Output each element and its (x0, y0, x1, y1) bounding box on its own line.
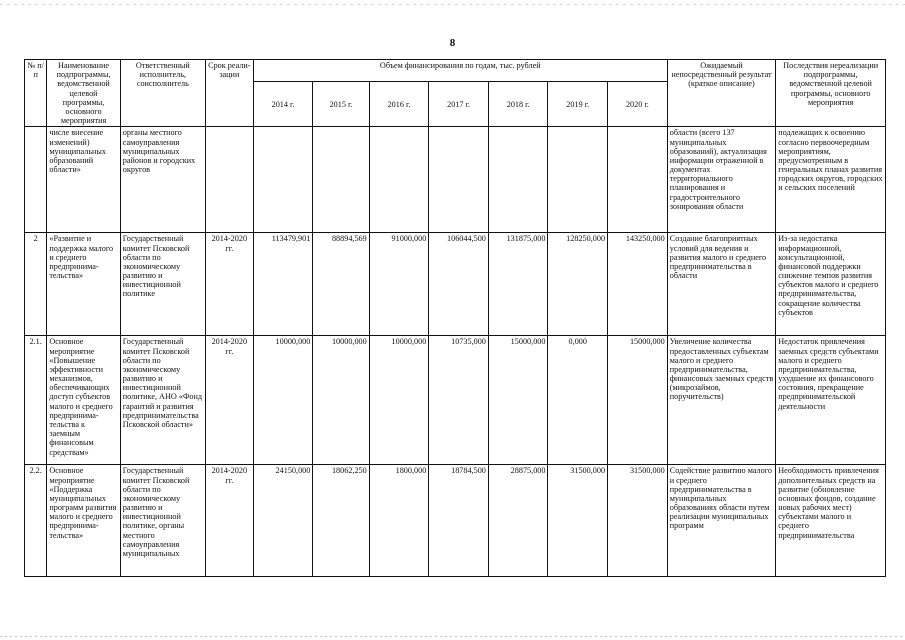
header-result: Ожидаемый непосредственный результат (краткое описание) (667, 60, 776, 127)
cell-value-2018: 28875,000 (488, 465, 548, 577)
table-row (25, 336, 886, 465)
header-year-2015: 2015 г. (313, 82, 369, 127)
cell-value-2015: 10000,000 (313, 336, 369, 465)
header-year-2014: 2014 г. (253, 82, 313, 127)
cell-num (25, 127, 47, 233)
scan-edge-top (0, 4, 905, 5)
cell-name: Основное мероприятие «Поддержка муниципальных программ развития малого и среднего предпринима-тельства» (47, 465, 120, 577)
table-row (25, 127, 886, 233)
cell-responsible: Государственный комитет Псковской области по экономическому развитию и инвестиционной политике (120, 233, 205, 336)
cell-value-2019: 128250,000 (548, 233, 608, 336)
cell-value-2016: 91000,000 (369, 233, 429, 336)
cell-value-2017: 10735,000 (429, 336, 489, 465)
cell-value-2015 (313, 127, 369, 233)
cell-result: Содействие развитию малого и среднего предпринимательства в муниципальных образованиях области путем реализации муниципальных программ (667, 465, 776, 577)
cell-num: 2.2. (25, 465, 47, 577)
cell-name: Основное мероприятие «Повышение эффективности механизмов, обеспечивающих доступ субъектов малого и среднего предпринима-тельства к заемным финансовым средствам» (47, 336, 120, 465)
cell-value-2017 (429, 127, 489, 233)
cell-value-2019 (548, 127, 608, 233)
cell-consequences: Необходимость привлечения дополнительных средств на развитие (обновление основных фондов, создание новых рабочих мест) субъектами малого и среднего предпринимательства (776, 465, 886, 577)
cell-value-2020: 31500,000 (608, 465, 668, 577)
cell-consequences: Недостаток привлечения заемных средств субъектами малого и среднего предпринимательства, ухудшение их финансового состояния, прекращение предпринимательской деятельности (776, 336, 886, 465)
header-year-2016: 2016 г. (369, 82, 429, 127)
header-year-2017: 2017 г. (429, 82, 489, 127)
header-term: Срок реали-зации (205, 60, 253, 127)
cell-responsible: органы местного самоуправления муниципальных районов и городских округов (120, 127, 205, 233)
cell-value-2018: 15000,000 (488, 336, 548, 465)
cell-value-2016: 10000,000 (369, 336, 429, 465)
cell-value-2019: 31500,000 (548, 465, 608, 577)
cell-value-2018 (488, 127, 548, 233)
cell-value-2014 (253, 127, 313, 233)
cell-term: 2014-2020 гг. (205, 465, 253, 577)
cell-value-2015: 18062,250 (313, 465, 369, 577)
cell-result: области (всего 137 муниципальных образований), актуализация информации отраженной в документах территориального планирования и градостроительного зонирования области (667, 127, 776, 233)
cell-num: 2 (25, 233, 47, 336)
header-num: № п/п (25, 60, 47, 127)
header-year-2020: 2020 г. (608, 82, 668, 127)
header-year-2018: 2018 г. (488, 82, 548, 127)
header-responsible: Ответственный исполнитель, соисполнитель (120, 60, 205, 127)
cell-term: 2014-2020 гг. (205, 336, 253, 465)
cell-value-2020: 15000,000 (608, 336, 668, 465)
cell-value-2015: 88894,569 (313, 233, 369, 336)
scan-edge-bottom (0, 636, 905, 637)
cell-consequences: подлежащих к освоению согласно первоочередным мероприятиям, предусмотренным в генеральных планах развития городских округов, городских и сельских поселений (776, 127, 886, 233)
header-name: Наименование подпрограммы, ведомственной целевой программы, основного мероприятия (47, 60, 120, 127)
cell-value-2016: 1800,000 (369, 465, 429, 577)
header-row-1 (25, 60, 886, 82)
cell-name: числе внесение изменений) муниципальных образований области» (47, 127, 120, 233)
cell-term (205, 127, 253, 233)
cell-value-2017: 106044,500 (429, 233, 489, 336)
cell-responsible: Государственный комитет Псковской области по экономическому развитию и инвестиционной политике, АНО «Фонд гарантий и развития предпринимательства Псковской области» (120, 336, 205, 465)
cell-value-2019: 0,000 (548, 336, 608, 465)
header-financing: Объем финансирования по годам, тыс. рублей (253, 60, 667, 82)
cell-value-2018: 131875,000 (488, 233, 548, 336)
cell-value-2017: 18784,500 (429, 465, 489, 577)
program-table (24, 59, 886, 577)
header-year-2019: 2019 г. (548, 82, 608, 127)
cell-responsible: Государственный комитет Псковской области по экономическому развитию и инвестиционной политике, органы местного самоуправления муниципальных (120, 465, 205, 577)
table-row (25, 465, 886, 577)
cell-name: «Развитие и поддержка малого и среднего предпринима-тельства» (47, 233, 120, 336)
table-row (25, 233, 886, 336)
cell-value-2016 (369, 127, 429, 233)
header-consequences: Последствия нереализации подпрограммы, ведомственной целевой программы, основного мероприятия (776, 60, 886, 127)
page-number: 8 (449, 37, 456, 49)
cell-result: Увеличение количества предоставленных субъектам малого и среднего предпринимательства, финансовых заемных средств (микрозаймов, поручительств) (667, 336, 776, 465)
cell-term: 2014-2020 гг. (205, 233, 253, 336)
cell-num: 2.1. (25, 336, 47, 465)
cell-value-2020: 143250,000 (608, 233, 668, 336)
cell-result: Создание благоприятных условий для ведения и развития малого и среднего предпринимательства в области (667, 233, 776, 336)
cell-value-2014: 10000,000 (253, 336, 313, 465)
cell-value-2014: 113479,901 (253, 233, 313, 336)
cell-value-2014: 24150,000 (253, 465, 313, 577)
cell-value-2020 (608, 127, 668, 233)
cell-consequences: Из-за недостатка информационной, консультационной, финансовой поддержки снижение темпов развития субъектов малого и среднего предпринимательства, сокращение количества субъектов (776, 233, 886, 336)
